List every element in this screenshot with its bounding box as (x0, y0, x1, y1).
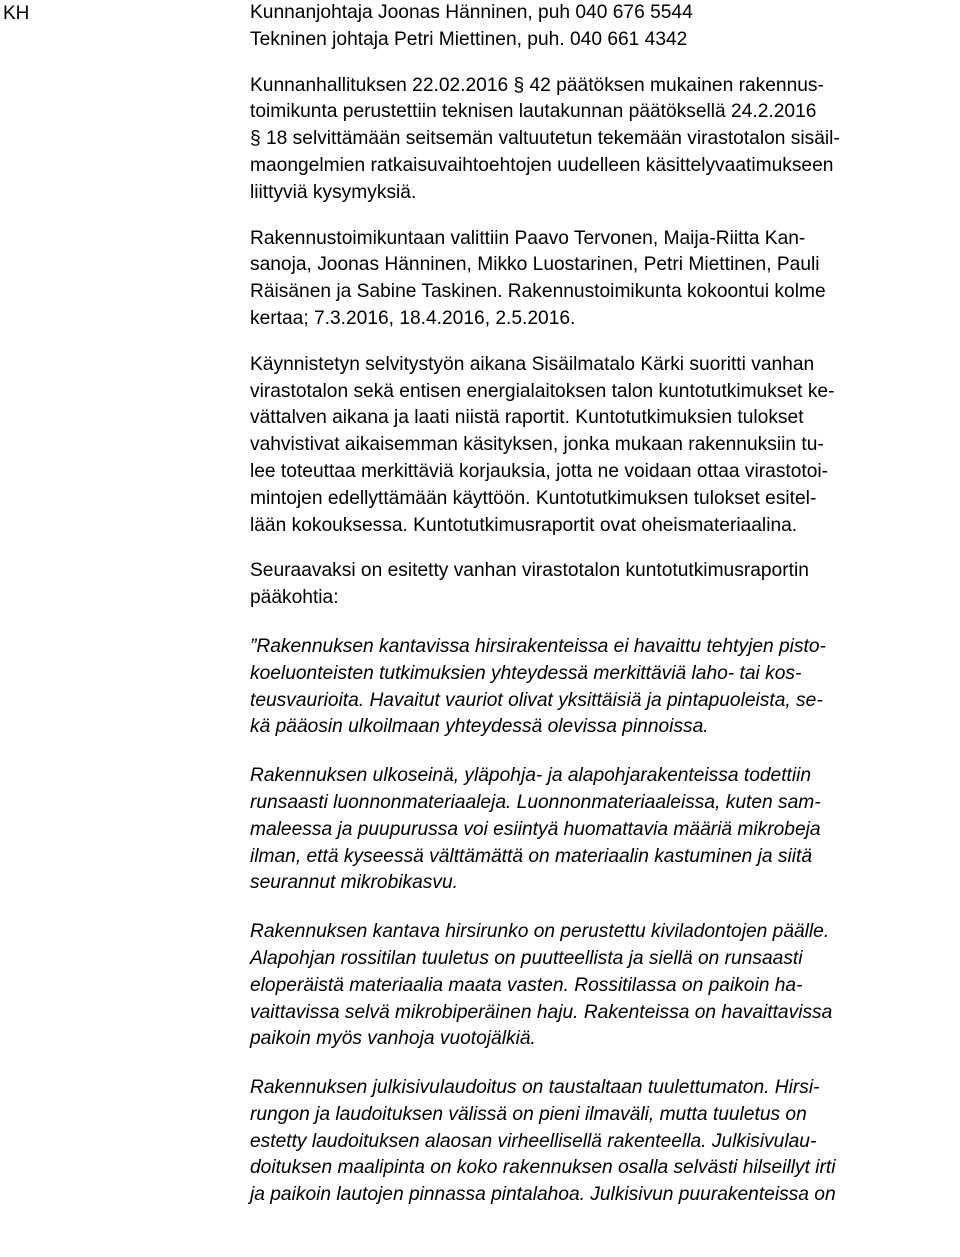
paragraph-gap (250, 1053, 956, 1075)
quote-foundation-paragraph (250, 919, 956, 1053)
text-line: seurannut mikrobikasvu. (250, 872, 458, 894)
text-line: Rakennustoimikuntaan valittiin Paavo Tervonen, Maija-Riitta Kan- (250, 227, 806, 249)
paragraph-container (250, 73, 956, 1209)
text-line: maongelmien ratkaisuvaihtoehtojen uudelleen käsittelyvaatimukseen (250, 154, 834, 176)
text-line: § 18 selvittämään seitsemän valtuutetun tekemään virastotalon sisäil- (250, 128, 840, 150)
paragraph-gap (250, 207, 956, 226)
contact-block (250, 0, 956, 54)
paragraph-gap (250, 539, 956, 558)
contact-line-technical: Tekninen johtaja Petri Miettinen, puh. 040 661 4342 (250, 28, 688, 50)
survey-paragraph (250, 352, 956, 540)
text-line: lee toteuttaa merkittäviä korjauksia, jotta ne voidaan ottaa virastotoi- (250, 460, 829, 482)
text-line: Kunnanhallituksen 22.02.2016 § 42 päätöksen mukainen rakennus- (250, 74, 824, 96)
quote-structure-paragraph (250, 634, 956, 741)
text-line: estetty laudoituksen alaosan virheellisellä rakenteella. Julkisivulau- (250, 1130, 817, 1152)
paragraph-gap (250, 333, 956, 352)
text-line: sanoja, Joonas Hänninen, Mikko Luostarinen, Petri Miettinen, Pauli (250, 254, 820, 276)
text-line: mintojen edellyttämään käyttöön. Kuntotutkimuksen tulokset esitel- (250, 487, 817, 509)
text-line: ja paikoin lautojen pinnassa pintalahoa. Julkisivun puurakenteissa on (250, 1184, 836, 1206)
text-line: kä pääosin ulkoilmaan yhteydessä olevissa pinnoissa. (250, 716, 709, 738)
text-line: pääkohtia: (250, 587, 339, 609)
text-line: rungon ja laudoituksen välissä on pieni ilmaväli, mutta tuuletus on (250, 1103, 807, 1125)
text-line: toimikunta perustettiin teknisen lautakunnan päätöksellä 24.2.2016 (250, 101, 817, 123)
committee-members-paragraph (250, 226, 956, 333)
text-line: teusvaurioita. Havaitut vauriot olivat yksittäisiä ja pintapuoleista, se- (250, 689, 823, 711)
text-line: paikoin myös vanhoja vuotojälkiä. (250, 1028, 536, 1050)
text-line: Seuraavaksi on esitetty vanhan virastotalon kuntotutkimusraportin (250, 560, 809, 582)
text-line: ilman, että kyseessä välttämättä on materiaalin kastuminen ja siitä (250, 845, 813, 867)
text-line: kertaa; 7.3.2016, 18.4.2016, 2.5.2016. (250, 307, 576, 329)
paragraph-gap (250, 741, 956, 763)
text-line: Räisänen ja Sabine Taskinen. Rakennustoimikunta kokoontui kolme (250, 281, 826, 303)
text-line: koeluonteisten tutkimuksien yhteydessä merkittäviä laho- tai kos- (250, 662, 802, 684)
text-line: Alapohjan rossitilan tuuletus on puutteellista ja siellä on runsaasti (250, 947, 803, 969)
paragraph-gap (250, 612, 956, 634)
text-line: Rakennuksen kantava hirsirunko on perustettu kiviladontojen päälle. (250, 921, 830, 943)
text-line: Käynnistetyn selvitystyön aikana Sisäilmatalo Kärki suoritti vanhan (250, 353, 815, 375)
quote-materials-paragraph (250, 763, 956, 897)
text-line: ”Rakennuksen kantavissa hirsirakenteissa ei havaittu tehtyjen pisto- (250, 635, 826, 657)
text-line: Rakennuksen julkisivulaudoitus on taustaltaan tuulettumaton. Hirsi- (250, 1077, 820, 1099)
text-line: virastotalon sekä entisen energialaitoksen talon kuntotutkimukset ke- (250, 380, 835, 402)
text-line: maleessa ja puupurussa voi esiintyä huomattavia määriä mikrobeja (250, 818, 821, 840)
document-body (250, 0, 956, 1209)
text-line: vahvistivat aikaisemman käsityksen, jonka mukaan rakennuksiin tu- (250, 434, 824, 456)
paragraph-gap (250, 897, 956, 919)
text-line: runsaasti luonnonmateriaaleja. Luonnonmateriaaleissa, kuten sam- (250, 791, 821, 813)
text-line: doituksen maalipinta on koko rakennuksen osalla selvästi hilseillyt irti (250, 1157, 836, 1179)
text-line: liittyviä kysymyksiä. (250, 181, 417, 203)
quote-facade-paragraph (250, 1075, 956, 1209)
text-line: vättalven aikana ja laati niistä raportit. Kuntotutkimuksien tulokset (250, 407, 804, 429)
contact-line-director: Kunnanjohtaja Joonas Hänninen, puh 040 676 5544 (250, 2, 693, 23)
margin-tag: KH (3, 3, 30, 24)
text-line: lään kokouksessa. Kuntotutkimusraportit ovat oheismateriaalina. (250, 514, 798, 536)
text-line: eloperäistä materiaalia maata vasten. Rossitilassa on paikoin ha- (250, 974, 803, 996)
text-line: Rakennuksen ulkoseinä, yläpohja- ja alapohjarakenteissa todettiin (250, 765, 812, 787)
text-line: vaittavissa selvä mikrobiperäinen haju. Rakenteissa on havaittavissa (250, 1001, 833, 1023)
decision-paragraph (250, 73, 956, 207)
summary-intro-paragraph (250, 558, 956, 612)
paragraph-gap (250, 54, 956, 73)
